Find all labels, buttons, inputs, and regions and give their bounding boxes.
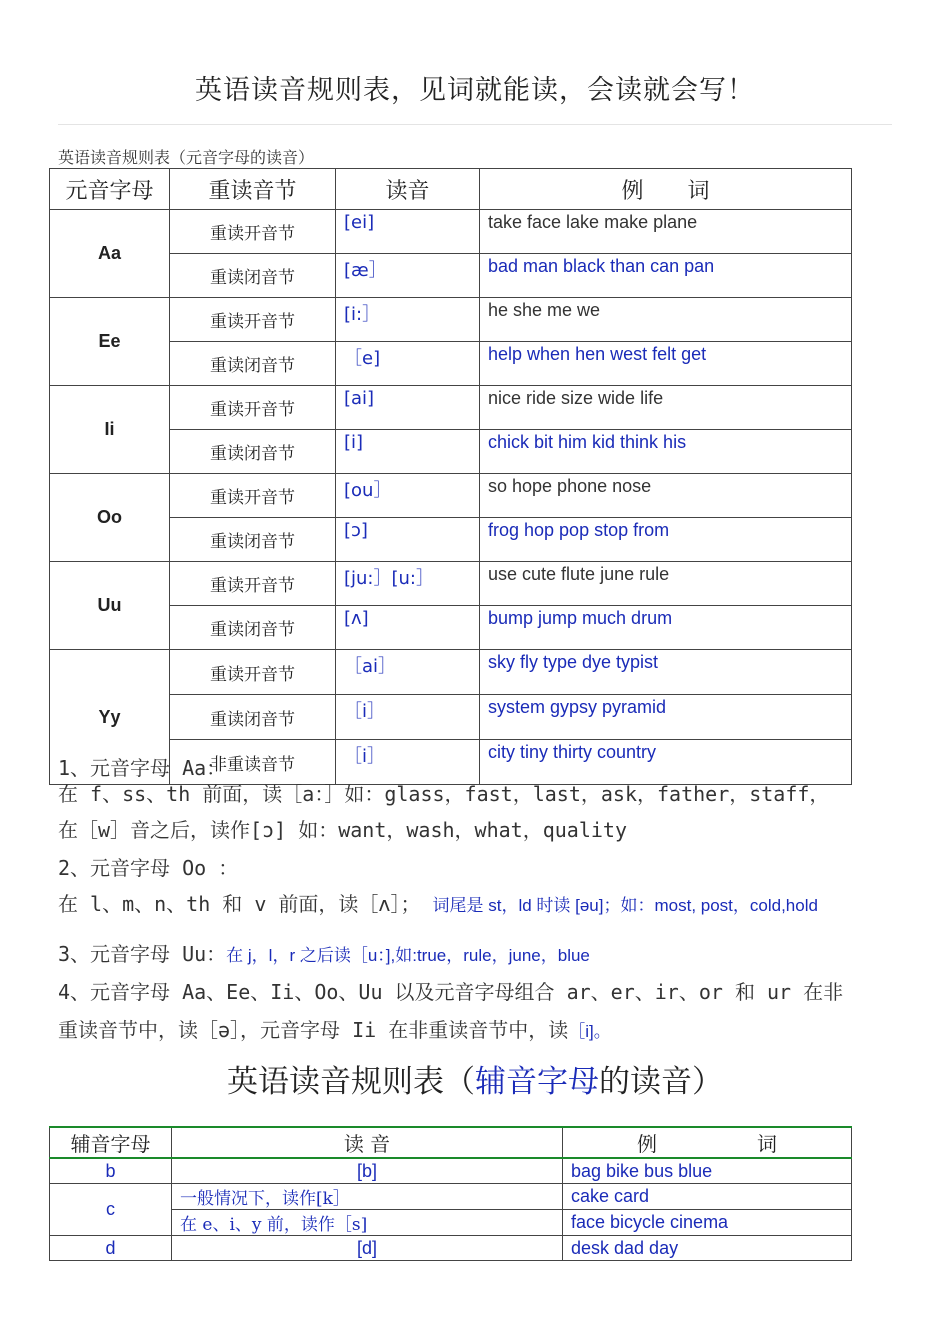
syllable-type: 重读闭音节 [170,695,336,740]
consonant-pronunciation: [d] [172,1236,563,1261]
consonant-examples: face bicycle cinema [563,1210,852,1236]
consonant-letter: b [50,1158,172,1184]
phonetic-symbol: ［e] [336,342,480,386]
phonetic-symbol: ［i］ [336,740,480,785]
syllable-type: 重读开音节 [170,210,336,254]
example-words: sky fly type dye typist [480,650,852,695]
header-vowel-letter: 元音字母 [50,169,170,210]
phonetic-symbol: ［i］ [336,695,480,740]
phonetic-symbol: [ju:］[u:］ [336,562,480,606]
vowel-row [50,695,852,740]
syllable-type: 重读开音节 [170,474,336,518]
page-title: 英语读音规则表，见词就能读，会读就会写！ [195,75,755,106]
vowel-letter: Ee [50,298,170,386]
consonant-title-highlight: 辅音字母 [475,1064,599,1100]
note-1-line-1: 在 f、ss、th 前面，读［a：］如：glass，fast，last，ask，father，staff， [58,782,830,806]
consonant-pronunciation: 一般情况下，读作[k］ [172,1184,563,1210]
consonant-table [49,1126,852,1261]
consonant-row [50,1184,852,1210]
consonant-row [50,1236,852,1261]
vowel-row [50,474,852,518]
consonant-letter: c [50,1184,172,1236]
note-2-line [58,888,818,917]
syllable-type: 重读闭音节 [170,254,336,298]
syllable-type: 重读闭音节 [170,342,336,386]
phonetic-symbol: [i] [336,430,480,474]
vowel-letter: Uu [50,562,170,650]
vowel-letter: Aa [50,210,170,298]
vowel-row [50,650,852,695]
vowel-row [50,386,852,430]
consonant-title-post: 的读音） [599,1064,723,1100]
note-4-blue: ［i]。 [568,1022,611,1041]
phonetic-symbol: [i:］ [336,298,480,342]
consonant-examples: cake card [563,1184,852,1210]
note-1-line-2: 在［w］音之后，读作[ɔ] 如：want，wash，what，quality [58,818,627,842]
note-4-main: 重读音节中，读［ə］，元音字母 Ii 在非重读音节中，读 [58,1018,569,1042]
example-words: nice ride size wide life [480,386,852,430]
syllable-type: 重读开音节 [170,650,336,695]
consonant-row [50,1158,852,1184]
header-pronunciation: 读音 [336,169,480,210]
header-divider [58,124,892,125]
note-2-title: 2、元音字母 Oo ： [58,856,239,880]
syllable-type: 重读闭音节 [170,518,336,562]
vowel-row [50,342,852,386]
note-3-line [58,938,590,967]
phonetic-symbol: [ɔ] [336,518,480,562]
note-4-line-2 [58,1014,611,1043]
header-consonant-pronunciation: 读 音 [172,1127,563,1158]
vowel-row [50,606,852,650]
note-4-line-1: 4、元音字母 Aa、Ee、Ii、Oo、Uu 以及元音字母组合 ar、er、ir、or 和 ur 在非 [58,980,844,1004]
example-words: bad man black than can pan [480,254,852,298]
vowel-row [50,518,852,562]
example-words: so hope phone nose [480,474,852,518]
vowel-row [50,210,852,254]
example-words: he she me we [480,298,852,342]
vowel-table [49,168,852,785]
vowel-letter: Oo [50,474,170,562]
example-words: bump jump much drum [480,606,852,650]
syllable-type: 重读开音节 [170,298,336,342]
consonant-letter: d [50,1236,172,1261]
syllable-type: 重读开音节 [170,386,336,430]
note-2-main: 在 l、m、n、th 和 v 前面，读［ʌ］； [58,892,421,916]
example-words: system gypsy pyramid [480,695,852,740]
phonetic-symbol: [ei] [336,210,480,254]
syllable-type: 重读闭音节 [170,430,336,474]
vowel-row [50,298,852,342]
header-examples: 例 词 [480,169,852,210]
syllable-type: 重读闭音节 [170,606,336,650]
vowel-table-caption: 英语读音规则表（元音字母的读音） [58,148,315,167]
consonant-pronunciation: [b] [172,1158,563,1184]
example-words: help when hen west felt get [480,342,852,386]
header-consonant-letter: 辅音字母 [50,1127,172,1158]
note-2-blue: 词尾是 st，ld 时读 [əu]；如：most, post，cold,hold [432,896,818,915]
syllable-type: 非重读音节 [170,740,336,785]
consonant-section-title [0,1056,950,1101]
example-words: chick bit him kid think his [480,430,852,474]
consonant-title-pre: 英语读音规则表（ [227,1064,475,1100]
phonetic-symbol: [æ］ [336,254,480,298]
note-1-title: 1、元音字母 Aa： [58,756,227,780]
example-words: use cute flute june rule [480,562,852,606]
phonetic-symbol: [ou］ [336,474,480,518]
vowel-row [50,430,852,474]
phonetic-symbol: [ʌ] [336,606,480,650]
phonetic-symbol: [ai] [336,386,480,430]
vowel-letter: Yy [50,650,170,785]
header-stressed-syllable: 重读音节 [170,169,336,210]
header-consonant-examples: 例 词 [563,1127,852,1158]
example-words: frog hop pop stop from [480,518,852,562]
note-3-blue: 在 j，l，r 之后读［u：],如:true，rule，june，blue [226,946,590,965]
consonant-examples: bag bike bus blue [563,1158,852,1184]
note-3-main: 3、元音字母 Uu： [58,942,227,966]
example-words: city tiny thirty country [480,740,852,785]
phonetic-symbol: ［ai］ [336,650,480,695]
vowel-row [50,254,852,298]
consonant-pronunciation: 在 e、i、y 前，读作［s] [172,1210,563,1236]
vowel-row [50,562,852,606]
vowel-letter: Ii [50,386,170,474]
syllable-type: 重读开音节 [170,562,336,606]
consonant-examples: desk dad day [563,1236,852,1261]
example-words: take face lake make plane [480,210,852,254]
